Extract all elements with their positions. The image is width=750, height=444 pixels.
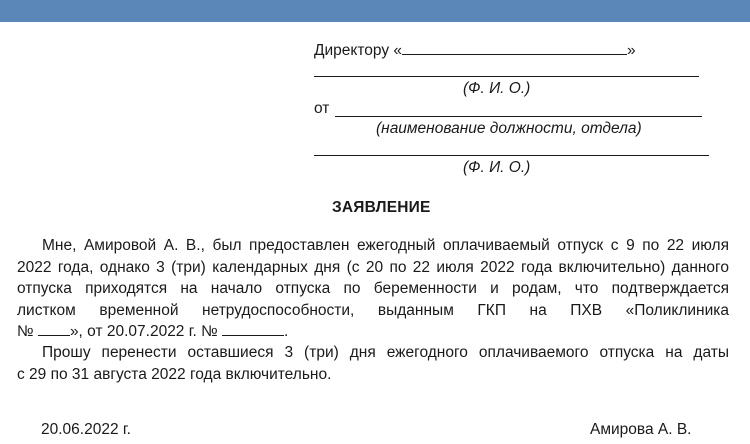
addressee-suffix: » [627,42,636,59]
addressee-line [314,40,636,60]
p1-line-1: Мне, Амировой А. В., был предоставлен ежегодный оплачиваемый отпуск с 9 по 22 июля [42,237,729,254]
top-banner [0,0,750,22]
paragraph-1 [17,235,729,343]
signature-name: Амирова А. В. [590,421,692,438]
p1-line-3: отпуска приходятся на начало отпуска по беременности и родам, что подтверждается [17,280,729,297]
p1-line-5 [17,321,729,343]
p2-line-1: Прошу перенести оставшиеся 3 (три) дня ежегодного оплачиваемого отпуска на даты [42,344,729,361]
from-label: от [314,100,330,117]
director-fio-line[interactable] [314,76,699,77]
p1-line-2: 2022 года, однако 3 (три) календарных дня (с 20 по 22 июля 2022 года включительно) данного [17,258,729,276]
fio-hint-2: (Ф. И. О.) [463,159,531,176]
director-name-blank[interactable] [402,40,627,55]
clinic-number-blank[interactable] [38,321,70,336]
position-line[interactable] [335,116,702,117]
p1-line-4: листком временной нетрудоспособности, выданным ГКП на ПХВ «Поликлиника [17,301,729,319]
p1-line-5-a: № [17,323,38,340]
position-hint: (наименование должности, отдела) [376,120,642,137]
p1-line-5-b: », от 20.07.2022 г. № [69,323,223,340]
fio-hint-1: (Ф. И. О.) [463,80,531,97]
application-date: 20.06.2022 г. [41,421,131,438]
p2-line-2: с 29 по 31 августа 2022 года включительно. [17,365,332,383]
applicant-fio-line[interactable] [314,155,709,156]
addressee-prefix: Директору « [314,42,403,59]
p1-line-5-c: . [284,323,289,340]
paragraph-2 [17,342,729,385]
document-number-blank[interactable] [222,321,284,336]
document-title: ЗАЯВЛЕНИЕ [332,199,431,216]
